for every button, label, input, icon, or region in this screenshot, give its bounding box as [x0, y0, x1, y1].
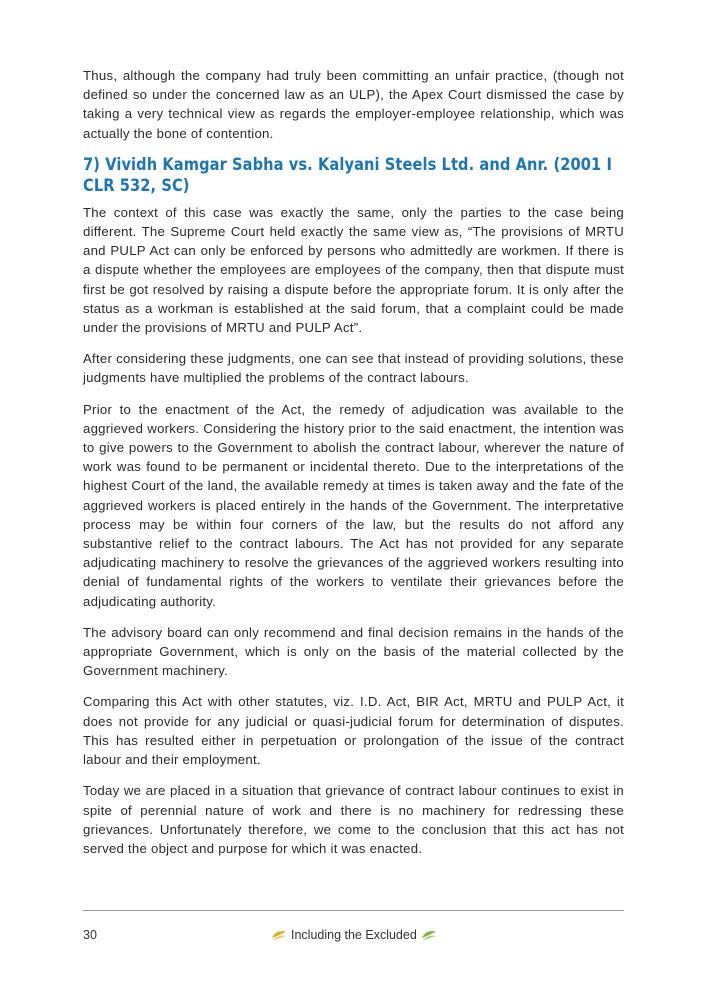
page-number: 30 [83, 928, 97, 942]
paragraph-4: The advisory board can only recommend and final decision remains in the hands of the appropriate Government, which is only on the basis of the material collected by the Government machinery. [83, 624, 624, 679]
yellow-leaf-icon [271, 929, 287, 941]
paragraph-5: Comparing this Act with other statutes, viz. I.D. Act, BIR Act, MRTU and PULP Act, it does not provide for any judicial or quasi-judicial forum for determination of disputes. This has resulted either in perpetuation or prolongation of the issue of the contract labour and their employment. [83, 694, 624, 768]
paragraph-intro: Thus, although the company had truly been committing an unfair practice, (though not defined so under the concerned law as an ULP), the Apex Court dismissed the case by taking a very technical view as regards the employer-employee relationship, which was actually the bone of contention. [83, 68, 624, 141]
section-heading: 7) Vividh Kamgar Sabha vs. Kalyani Steels Ltd. and Anr. (2001 I CLR 532, SC) [83, 154, 613, 196]
paragraph-2: After considering these judgments, one can see that instead of providing solutions, these judgments have multiplied the problems of the contract labours. [83, 351, 624, 386]
paragraph-1: The context of this case was exactly the same, only the parties to the case being different. The Supreme Court held exactly the same view as, “The provisions of MRTU and PULP Act can only be enforced by persons who admittedly are workmen. If there is a dispute whether the employees are employees of the company, then that dispute must first be got resolved by raising a dispute before the appropriate forum. It is only after the status as a workman is established at the said forum, that a complaint could be made under the provisions of MRTU and PULP Act”. [83, 204, 624, 336]
footer-title: Including the Excluded [291, 928, 417, 942]
paragraph-3: Prior to the enactment of the Act, the remedy of adjudication was available to the aggrieved workers. Considering the history prior to the said enactment, the intention was to give powers to the Government to abolish the contract labour, wherever the nature of work was found to be permanent or incidental thereto. Due to the interpretations of the highest Court of the land, the available remedy at times is taken away and the fate of the aggrieved workers is placed entirely in the hands of the Government. The interpretative process may be within four corners of the law, but the results do not afford any substantive relief to the contract labours. The Act has not provided for any separate adjudicating machinery to resolve the grievances of the aggrieved workers resulting into denial of fundamental rights of the workers to ventilate their grievances before the adjudicating authority. [83, 401, 624, 609]
footer-divider [83, 910, 624, 911]
page-footer [83, 928, 624, 946]
green-leaf-icon [421, 929, 437, 941]
footer-title-group [271, 928, 437, 942]
page-body [83, 66, 624, 870]
paragraph-6: Today we are placed in a situation that grievance of contract labour continues to exist in spite of perennial nature of work and there is no machinery for redressing these grievances. Unfortunately therefore, we come to the conclusion that this act has not served the object and purpose for which it was enacted. [83, 783, 624, 856]
